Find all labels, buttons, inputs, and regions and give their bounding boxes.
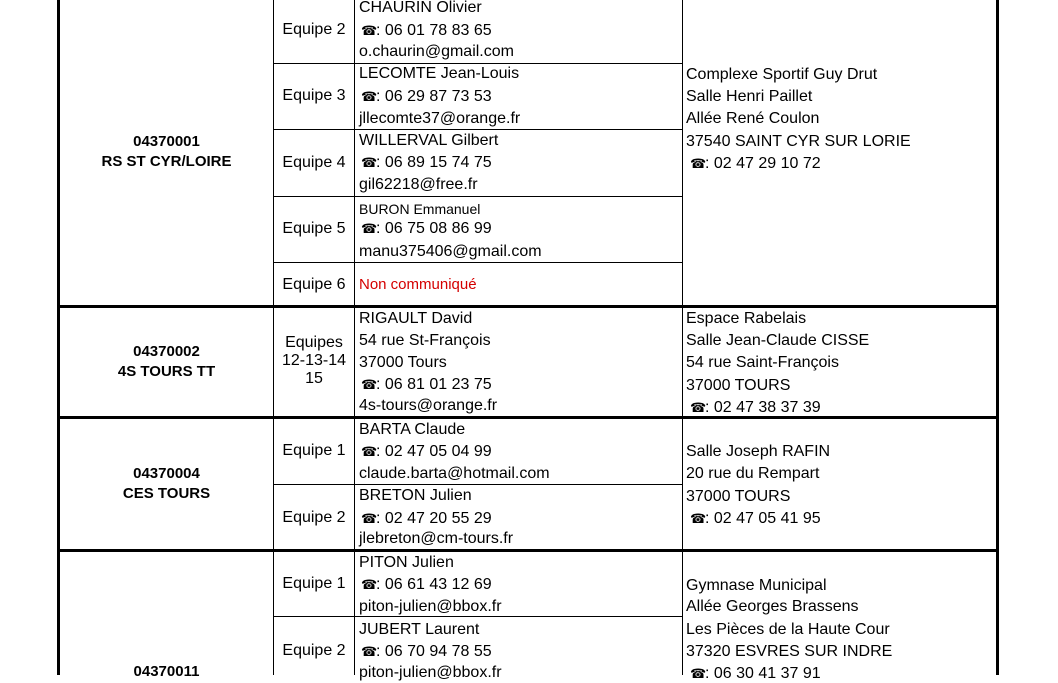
venue-line: Allée Georges Brassens (686, 598, 859, 615)
club-name: RS ST CYR/LOIRE (101, 153, 232, 170)
row-divider (273, 196, 683, 197)
contact-name: BARTA Claude (359, 421, 466, 438)
club-name: CES TOURS (122, 485, 211, 502)
contact-email[interactable]: piton-julien@bbox.fr (359, 664, 502, 681)
contact-name: CHAURIN Olivier (359, 0, 482, 16)
contact-email[interactable]: jlebreton@cm-tours.fr (359, 530, 514, 547)
club-code: 04370002 (133, 343, 200, 360)
column-divider (682, 0, 683, 675)
club-cell (60, 342, 273, 382)
row-divider (273, 63, 683, 64)
venue-line: Salle Jean-Claude CISSE (686, 332, 870, 349)
venue-line: Allée René Coulon (686, 110, 820, 127)
venue-line: Les Pièces de la Haute Cour (686, 621, 890, 638)
contact-name: BRETON Julien (359, 487, 472, 504)
venue-line: Espace Rabelais (686, 310, 807, 327)
telephone-icon: ☎ (690, 666, 707, 681)
table-border-right (996, 0, 999, 675)
club-code: 04370001 (133, 133, 200, 150)
venue-phone: ☎: 02 47 05 41 95 (690, 510, 821, 527)
club-name: 4S TOURS TT (117, 363, 216, 380)
contact-phone: ☎: 06 70 94 78 55 (361, 643, 492, 660)
contact-email[interactable]: gil62218@free.fr (359, 176, 478, 193)
venue-line: Gymnase Municipal (686, 577, 827, 594)
contact-name: BURON Emmanuel (359, 201, 481, 217)
club-separator (57, 549, 999, 552)
team-label: Equipe 4 (282, 154, 346, 171)
contact-phone: ☎: 06 61 43 12 69 (361, 576, 492, 593)
contact-email[interactable]: jllecomte37@orange.fr (359, 110, 521, 127)
club-separator (57, 305, 999, 308)
contact-address: 54 rue St-François (359, 332, 491, 349)
not-communicated-note: Non communiqué (359, 276, 477, 293)
telephone-icon: ☎ (361, 221, 378, 236)
row-divider (273, 262, 683, 263)
row-divider (273, 484, 683, 485)
telephone-icon: ☎ (361, 23, 378, 38)
telephone-icon: ☎ (690, 400, 707, 415)
club-cell (60, 662, 273, 682)
club-separator (57, 416, 999, 419)
row-divider (273, 616, 683, 617)
column-divider (354, 0, 355, 675)
club-cell (60, 132, 273, 172)
telephone-icon: ☎ (690, 156, 707, 171)
club-cell (60, 464, 273, 504)
telephone-icon: ☎ (361, 577, 378, 592)
venue-line: Salle Henri Paillet (686, 88, 813, 105)
table-border-left (57, 0, 60, 675)
team-label: Equipe 5 (282, 220, 346, 237)
venue-line: Complexe Sportif Guy Drut (686, 66, 878, 83)
contact-name: WILLERVAL Gilbert (359, 132, 499, 149)
team-label: Equipe 1 (282, 442, 346, 459)
contact-phone: ☎: 06 29 87 73 53 (361, 88, 492, 105)
contact-phone: ☎: 02 47 20 55 29 (361, 510, 492, 527)
team-label: Equipe 3 (282, 87, 346, 104)
telephone-icon: ☎ (361, 155, 378, 170)
team-label: Equipe 6 (282, 276, 346, 293)
contact-email[interactable]: 4s-tours@orange.fr (359, 397, 498, 414)
team-label: Equipe 1 (282, 575, 346, 592)
telephone-icon: ☎ (361, 377, 378, 392)
team-label: Equipe 2 (282, 509, 346, 526)
venue-line: 20 rue du Rempart (686, 465, 820, 482)
contact-address: 37000 Tours (359, 354, 447, 371)
contact-phone: ☎: 02 47 05 04 99 (361, 443, 492, 460)
contact-email[interactable]: manu375406@gmail.com (359, 243, 542, 260)
team-label: Equipe 2 (282, 642, 346, 659)
telephone-icon: ☎ (690, 511, 707, 526)
contact-phone: ☎: 06 81 01 23 75 (361, 376, 492, 393)
contact-email[interactable]: piton-julien@bbox.fr (359, 598, 502, 615)
telephone-icon: ☎ (361, 444, 378, 459)
club-code: 04370004 (133, 465, 200, 482)
venue-line: 37320 ESVRES SUR INDRE (686, 643, 893, 660)
club-code: 04370011 (133, 663, 200, 680)
contact-name: LECOMTE Jean-Louis (359, 65, 520, 82)
telephone-icon: ☎ (361, 511, 378, 526)
contact-phone: ☎: 06 01 78 83 65 (361, 22, 492, 39)
row-divider (273, 129, 683, 130)
venue-phone: ☎: 06 30 41 37 91 (690, 665, 821, 682)
contact-name: RIGAULT David (359, 310, 473, 327)
contact-phone: ☎: 06 89 15 74 75 (361, 154, 492, 171)
venue-line: 37540 SAINT CYR SUR LORIE (686, 133, 911, 150)
contact-name: PITON Julien (359, 554, 454, 571)
contact-name: JUBERT Laurent (359, 621, 480, 638)
telephone-icon: ☎ (361, 644, 378, 659)
contact-email[interactable]: o.chaurin@gmail.com (359, 43, 514, 60)
contact-email[interactable]: claude.barta@hotmail.com (359, 465, 550, 482)
venue-line: Salle Joseph RAFIN (686, 443, 831, 460)
venue-line: 37000 TOURS (686, 377, 791, 394)
team-label: Equipes 12-13-14 15 (281, 334, 347, 387)
venue-phone: ☎: 02 47 29 10 72 (690, 155, 821, 172)
telephone-icon: ☎ (361, 89, 378, 104)
venue-phone: ☎: 02 47 38 37 39 (690, 399, 821, 416)
contact-phone: ☎: 06 75 08 86 99 (361, 220, 492, 237)
venue-line: 37000 TOURS (686, 488, 791, 505)
venue-line: 54 rue Saint-François (686, 354, 839, 371)
team-label: Equipe 2 (282, 21, 346, 38)
